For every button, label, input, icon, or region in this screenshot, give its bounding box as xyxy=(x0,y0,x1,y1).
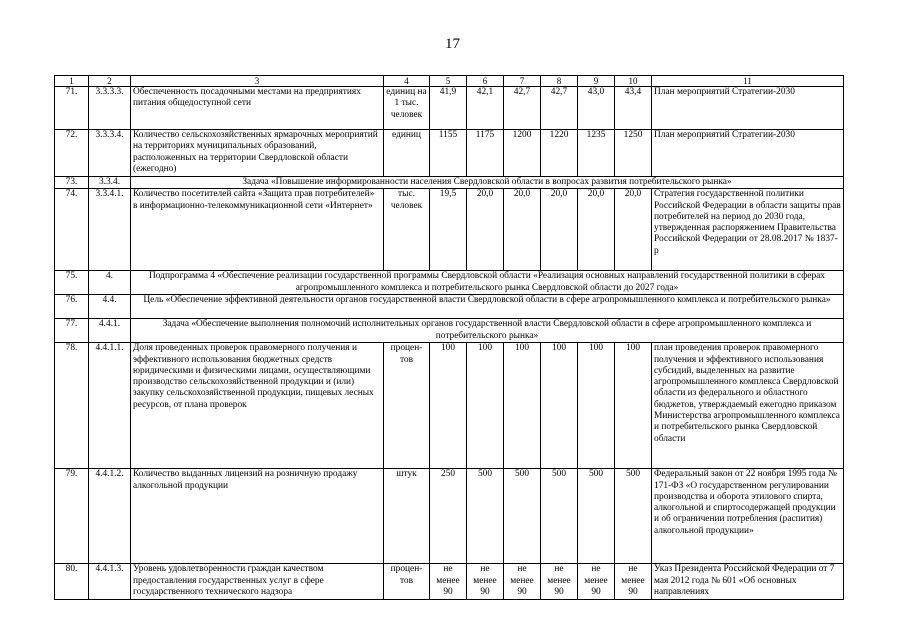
value: 42,1 xyxy=(467,87,504,130)
row-code: 4.4.1.3. xyxy=(89,564,131,600)
row-number: 72. xyxy=(55,130,89,177)
indicator-name: Обеспеченность посадочными местами на предприятиях питания общедоступной сети xyxy=(131,87,384,130)
indicator-name: Количество посетителей сайта «Защита прав потребителей» в информационно-телекоммуникационной сети «Интернет» xyxy=(131,189,384,271)
source: план проведения проверок правомерного получения и эффективного использования субсидий, выделенных на развитие агропромышленного комплекса Свердловской области из федерального и областного бюджетов, утверждаемый ежегодно приказом Министерства агропромышленного комплекса и потребительского рынка Свердловской области xyxy=(652,343,844,469)
source: Указ Президента Российской Федерации от 7 мая 2012 года № 601 «Об основных направлениях xyxy=(652,564,844,600)
table-row xyxy=(55,189,844,271)
value: 43,0 xyxy=(578,87,615,130)
value: 41,9 xyxy=(430,87,467,130)
task-title: Задача «Обеспечение выполнения полномочий исполнительных органов государственной власти Свердловской области в сфере агропромышленного комплекса и потребительского рынка» xyxy=(131,319,844,343)
column-header: 3 xyxy=(131,76,384,87)
unit: единиц xyxy=(384,130,430,177)
value: 100 xyxy=(541,343,578,469)
value: 20,0 xyxy=(578,189,615,271)
table-row xyxy=(55,271,844,295)
table-row xyxy=(55,564,844,600)
value: не менее 90 xyxy=(578,564,615,600)
table-row xyxy=(55,319,844,343)
row-number: 77. xyxy=(55,319,89,343)
row-code: 4.4.1.1. xyxy=(89,343,131,469)
table-row xyxy=(55,295,844,319)
value: не менее 90 xyxy=(467,564,504,600)
value: 1250 xyxy=(615,130,652,177)
unit: процен-тов xyxy=(384,564,430,600)
row-code: 4.4.1.2. xyxy=(89,469,131,564)
unit: тыс. человек xyxy=(384,189,430,271)
goal-title: Цель «Обеспечение эффективной деятельности органов государственной власти Свердловской области в сфере агропромышленного комплекса и потребительского рынка» xyxy=(131,295,844,319)
row-code: 4.4.1. xyxy=(89,319,131,343)
column-header: 11 xyxy=(652,76,844,87)
table-row xyxy=(55,87,844,130)
source: План мероприятий Стратегии-2030 xyxy=(652,87,844,130)
value: 19,5 xyxy=(430,189,467,271)
column-header: 9 xyxy=(578,76,615,87)
unit: процен-тов xyxy=(384,343,430,469)
row-code: 3.3.3.3. xyxy=(89,87,131,130)
table-row xyxy=(55,469,844,564)
value: 20,0 xyxy=(467,189,504,271)
column-header: 2 xyxy=(89,76,131,87)
value: 43,4 xyxy=(615,87,652,130)
row-code: 3.3.3.4. xyxy=(89,130,131,177)
row-code: 4. xyxy=(89,271,131,295)
column-header: 7 xyxy=(504,76,541,87)
value: 42,7 xyxy=(504,87,541,130)
indicator-name: Количество сельскохозяйственных ярмарочных мероприятий на территориях муниципальных образований, расположенных на территории Свердловской области (ежегодно) xyxy=(131,130,384,177)
column-header: 5 xyxy=(430,76,467,87)
value: 500 xyxy=(467,469,504,564)
value: 100 xyxy=(578,343,615,469)
unit: единиц на 1 тыс. человек xyxy=(384,87,430,130)
value: 1200 xyxy=(504,130,541,177)
column-header: 10 xyxy=(615,76,652,87)
value: 500 xyxy=(578,469,615,564)
row-number: 80. xyxy=(55,564,89,600)
row-number: 73. xyxy=(55,177,89,189)
value: 1175 xyxy=(467,130,504,177)
value: 250 xyxy=(430,469,467,564)
value: 500 xyxy=(541,469,578,564)
column-header: 1 xyxy=(55,76,89,87)
value: 1235 xyxy=(578,130,615,177)
table-row xyxy=(55,177,844,189)
subprogram-title: Подпрограмма 4 «Обеспечение реализации государственной программы Свердловской области «Реализация основных направлений государственной политики в сферах агропромышленного комплекса и потребительского рынка Свердловской области до 2027 года» xyxy=(131,271,844,295)
column-header: 8 xyxy=(541,76,578,87)
value: 100 xyxy=(504,343,541,469)
value: 1155 xyxy=(430,130,467,177)
table-header-row xyxy=(55,76,844,87)
indicator-name: Уровень удовлетворенности граждан качеством предоставления государственных услуг в сфере государственного технического надзора xyxy=(131,564,384,600)
unit: штук xyxy=(384,469,430,564)
value: не менее 90 xyxy=(504,564,541,600)
row-number: 75. xyxy=(55,271,89,295)
row-code: 3.3.4. xyxy=(89,177,131,189)
table-row xyxy=(55,343,844,469)
table-row xyxy=(55,130,844,177)
value: не менее 90 xyxy=(541,564,578,600)
value: 100 xyxy=(430,343,467,469)
source: Стратегия государственной политики Российской Федерации в области защиты прав потребителей на период до 2030 года, утвержденная распоряжением Правительства Российской Федерации от 28.08.2017 № 1837-р xyxy=(652,189,844,271)
indicators-table xyxy=(54,75,844,600)
indicator-name: Доля проведенных проверок правомерного получения и эффективного использования бюджетных средств юридическими и физическими лицами, осуществляющими производство сельскохозяйственной продукции и (или) закупку сельскохозяйственной продукции, пищевых лесных ресурсов, от плана проверок xyxy=(131,343,384,469)
row-code: 3.3.4.1. xyxy=(89,189,131,271)
column-header: 4 xyxy=(384,76,430,87)
value: 1220 xyxy=(541,130,578,177)
page-number: 17 xyxy=(445,36,460,52)
value: не менее 90 xyxy=(430,564,467,600)
row-code: 4.4. xyxy=(89,295,131,319)
value: 100 xyxy=(467,343,504,469)
row-number: 74. xyxy=(55,189,89,271)
source: План мероприятий Стратегии-2030 xyxy=(652,130,844,177)
value: 20,0 xyxy=(615,189,652,271)
value: 500 xyxy=(615,469,652,564)
row-number: 79. xyxy=(55,469,89,564)
task-title: Задача «Повышение информированности населения Свердловской области в вопросах развития потребительского рынка» xyxy=(131,177,844,189)
source: Федеральный закон от 22 ноября 1995 года № 171-ФЗ «О государственном регулировании производства и оборота этилового спирта, алкогольной и спиртосодержащей продукции и об ограничении потребления (распития) алкогольной продукции» xyxy=(652,469,844,564)
value: 500 xyxy=(504,469,541,564)
row-number: 71. xyxy=(55,87,89,130)
value: не менее 90 xyxy=(615,564,652,600)
value: 20,0 xyxy=(504,189,541,271)
value: 42,7 xyxy=(541,87,578,130)
indicator-name: Количество выданных лицензий на розничную продажу алкогольной продукции xyxy=(131,469,384,564)
value: 20,0 xyxy=(541,189,578,271)
value: 100 xyxy=(615,343,652,469)
row-number: 76. xyxy=(55,295,89,319)
column-header: 6 xyxy=(467,76,504,87)
row-number: 78. xyxy=(55,343,89,469)
